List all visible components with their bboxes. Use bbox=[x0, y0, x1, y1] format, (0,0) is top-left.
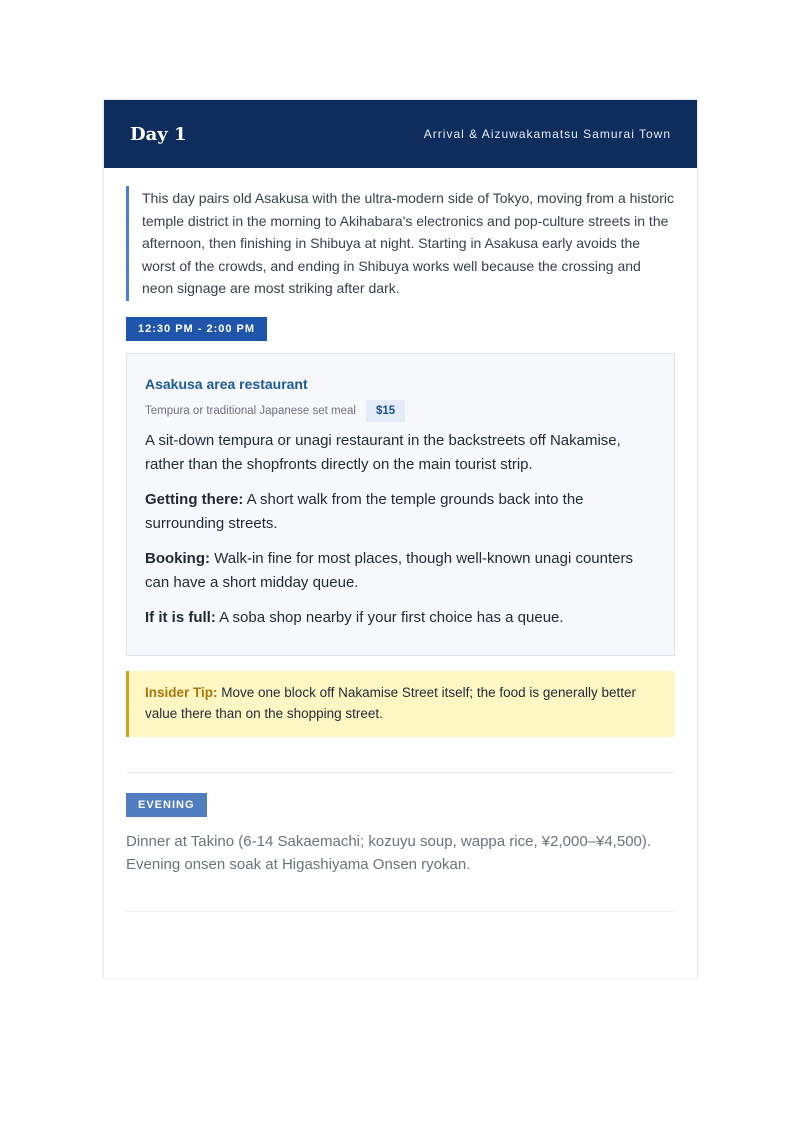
venue-name: Asakusa area restaurant bbox=[145, 375, 308, 392]
detail-label: Booking: bbox=[145, 549, 210, 567]
venue-card bbox=[126, 353, 675, 656]
detail-text: A short walk from the temple grounds back into the surrounding streets. bbox=[145, 490, 584, 532]
detail-label: Getting there: bbox=[145, 490, 244, 508]
evening-description: Dinner at Takino (6-14 Sakaemachi; kozuyu soup, wappa rice, ¥2,000–¥4,500). Evening onsen soak at Higashiyama Onsen ryokan. bbox=[126, 832, 652, 874]
day-content bbox=[104, 168, 697, 912]
insider-tip bbox=[126, 671, 675, 737]
tip-text: Move one block off Nakamise Street itself; the food is generally better value there than on the shopping street. bbox=[145, 684, 636, 722]
evening-badge: EVENING bbox=[126, 793, 207, 817]
section-divider-bottom bbox=[126, 911, 675, 912]
venue-detail-booking bbox=[145, 547, 656, 595]
day-header bbox=[104, 100, 697, 168]
venue-description: A sit-down tempura or unagi restaurant in the backstreets off Nakamise, rather than the shopfronts directly on the main tourist strip. bbox=[145, 431, 621, 473]
day-card bbox=[103, 99, 698, 978]
detail-text: Walk-in fine for most places, though well-known unagi counters can have a short midday queue. bbox=[145, 549, 633, 591]
venue-detail-getting-there bbox=[145, 488, 656, 536]
section-divider bbox=[126, 772, 675, 773]
detail-text: A soba shop nearby if your first choice has a queue. bbox=[215, 608, 564, 626]
time-slot-badge: 12:30 PM - 2:00 PM bbox=[126, 317, 267, 341]
venue-type: Tempura or traditional Japanese set meal bbox=[145, 404, 356, 417]
venue-meta bbox=[145, 400, 656, 422]
day-subtitle: Arrival & Aizuwakamatsu Samurai Town bbox=[423, 127, 671, 141]
detail-label: If it is full: bbox=[145, 608, 216, 626]
tip-label: Insider Tip: bbox=[145, 684, 218, 700]
day-intro: This day pairs old Asakusa with the ultra-modern side of Tokyo, moving from a historic temple district in the morning to Akihabara's electronics and pop-culture streets in the afternoon, then finishing in Shibuya at night. Starting in Asakusa early avoids the worst of the crowds, and ending in Shibuya works well because the crossing and neon signage are most striking after dark. bbox=[126, 186, 675, 301]
venue-detail-if-full bbox=[145, 606, 656, 630]
price-badge: $15 bbox=[366, 400, 405, 422]
day-title: Day 1 bbox=[130, 123, 187, 145]
